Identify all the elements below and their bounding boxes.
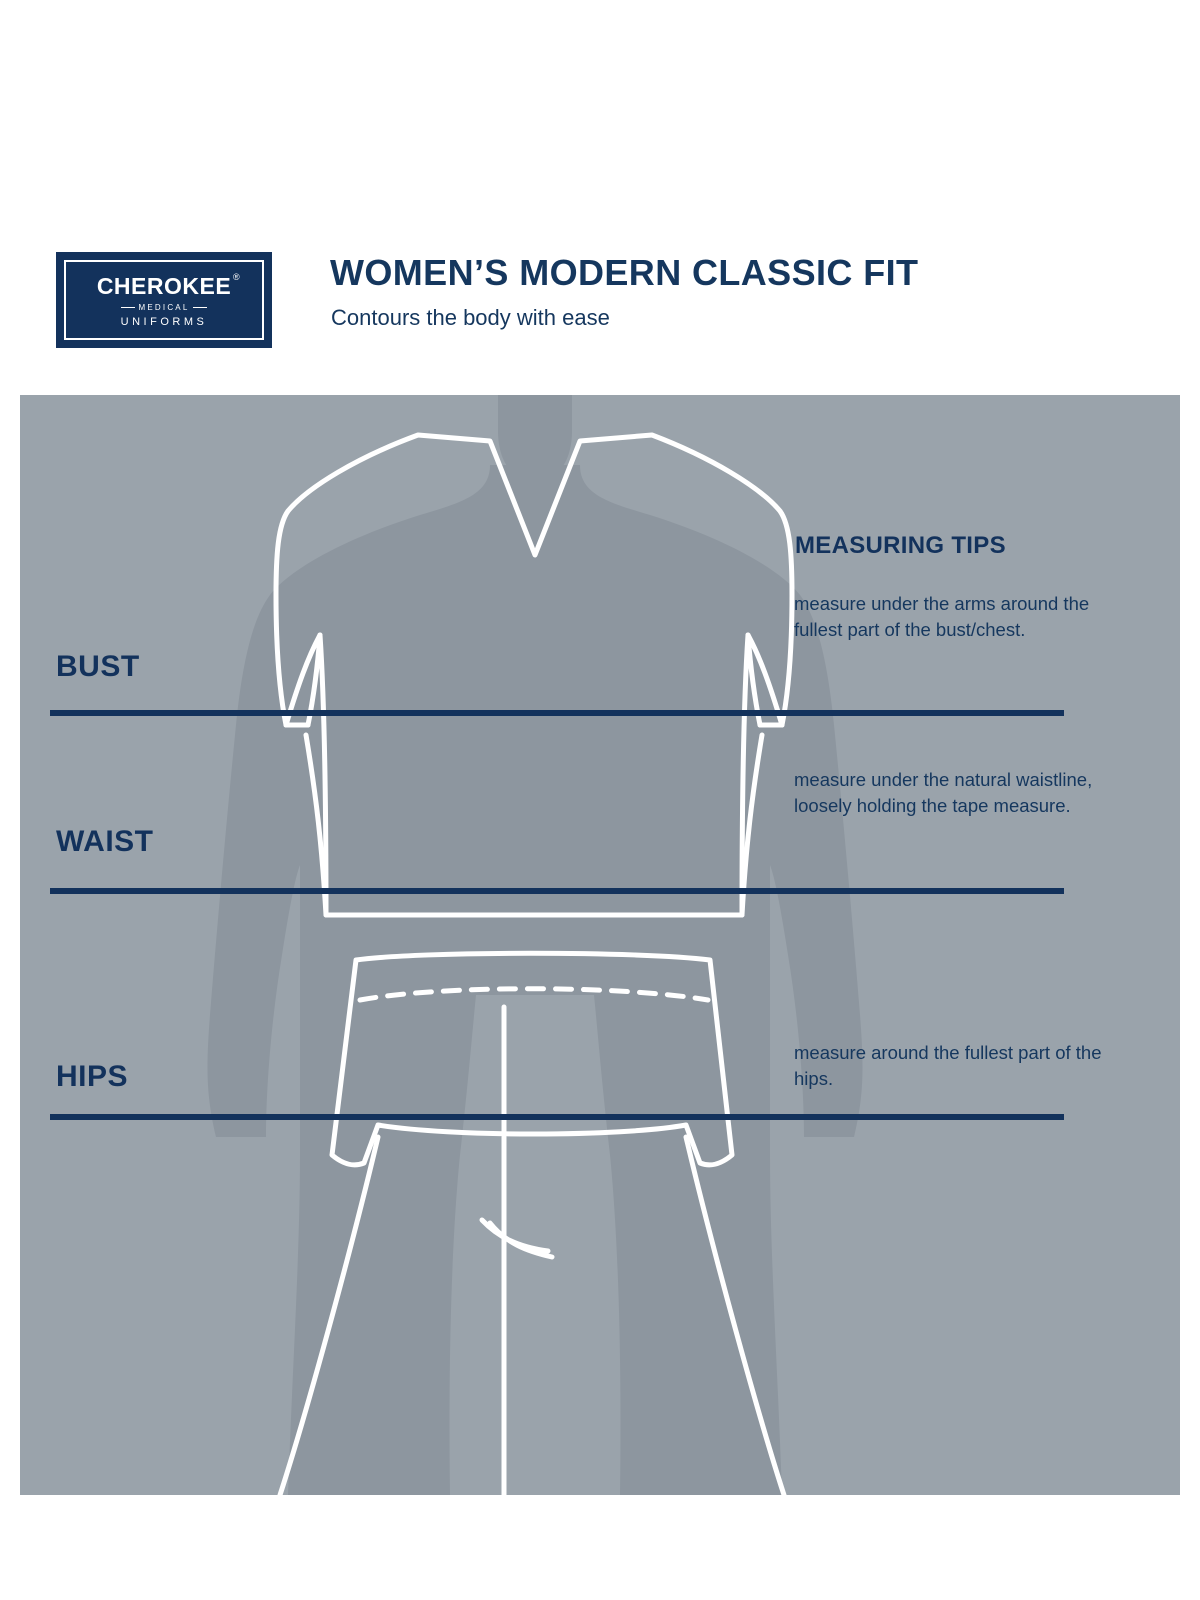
logo-inner-frame — [64, 260, 264, 340]
figure-illustration — [20, 395, 1180, 1495]
logo-uniforms-label: UNIFORMS — [120, 315, 208, 328]
label-waist: WAIST — [56, 825, 154, 858]
logo-medical-line — [117, 303, 212, 312]
page-subtitle: Contours the body with ease — [331, 305, 610, 330]
body-silhouette-icon — [208, 395, 863, 1495]
label-hips: HIPS — [56, 1060, 129, 1093]
tip-waist: measure under the natural waistline, loosely holding the tape measure. — [794, 769, 1093, 817]
cherokee-logo — [56, 252, 272, 348]
measuring-tips-title: MEASURING TIPS — [795, 532, 1006, 559]
tip-bust: measure under the arms around the fullest part of the bust/chest. — [794, 593, 1090, 641]
registered-mark-icon: ® — [233, 271, 241, 282]
page-title: WOMEN’S MODERN CLASSIC FIT — [330, 252, 919, 293]
measurement-diagram-panel — [20, 395, 1180, 1495]
logo-brand-label: CHEROKEE — [96, 272, 232, 299]
label-bust: BUST — [56, 650, 140, 683]
logo-rule-left-icon — [121, 307, 135, 308]
logo-rule-right-icon — [193, 307, 207, 308]
logo-medical-label: MEDICAL — [138, 302, 190, 312]
tip-hips: measure around the fullest part of the hips. — [794, 1042, 1102, 1090]
logo-brand-text — [96, 271, 241, 299]
header — [0, 230, 1200, 390]
